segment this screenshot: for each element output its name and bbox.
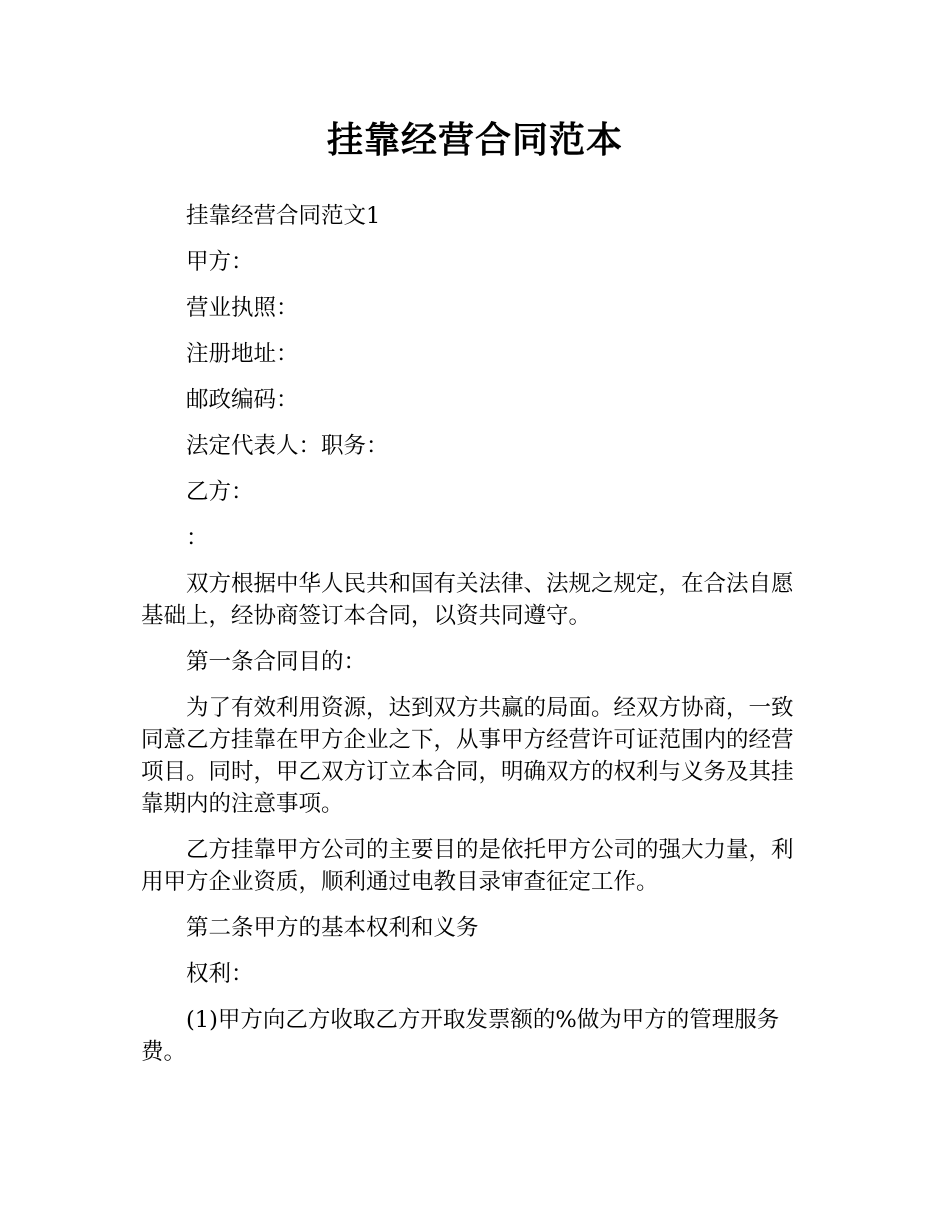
paragraph-postal-code: 邮政编码： [186,387,299,413]
paragraph-registered-address: 注册地址： [186,341,299,367]
paragraph-party-b: 乙方： [186,479,254,505]
paragraph-colon: ： [186,525,209,551]
paragraph-right-1: (1)甲方向乙方收取乙方开取发票额的%做为甲方的管理服务费。 [141,1007,780,1065]
document-title: 挂靠经营合同范本 [326,120,623,161]
paragraph-legal-representative: 法定代表人：职务： [186,433,389,459]
paragraph-business-license: 营业执照： [186,295,299,321]
paragraph-heading-sample-1: 挂靠经营合同范文1 [186,203,381,229]
paragraph-preamble: 双方根据中华人民共和国有关法律、法规之规定，在合法自愿基础上，经协商签订本合同，以资共同遵守。 [141,571,794,629]
paragraph-party-a: 甲方： [186,249,254,275]
paragraph-rights-heading: 权利： [186,961,254,987]
paragraph-article-1-heading: 第一条合同目的： [186,649,367,675]
paragraph-article-2-heading: 第二条甲方的基本权利和义务 [186,915,479,941]
paragraph-purpose-detail: 乙方挂靠甲方公司的主要目的是依托甲方公司的强大力量，利用甲方企业资质，顺利通过电教目录审查征定工作。 [141,837,794,895]
paragraph-article-1-body: 为了有效利用资源，达到双方共赢的局面。经双方协商，一致同意乙方挂靠在甲方企业之下，从事甲方经营许可证范围内的经营项目。同时，甲乙双方订立本合同，明确双方的权利与义务及其挂靠期内的注意事项。 [141,695,794,817]
document-body [141,200,809,1082]
